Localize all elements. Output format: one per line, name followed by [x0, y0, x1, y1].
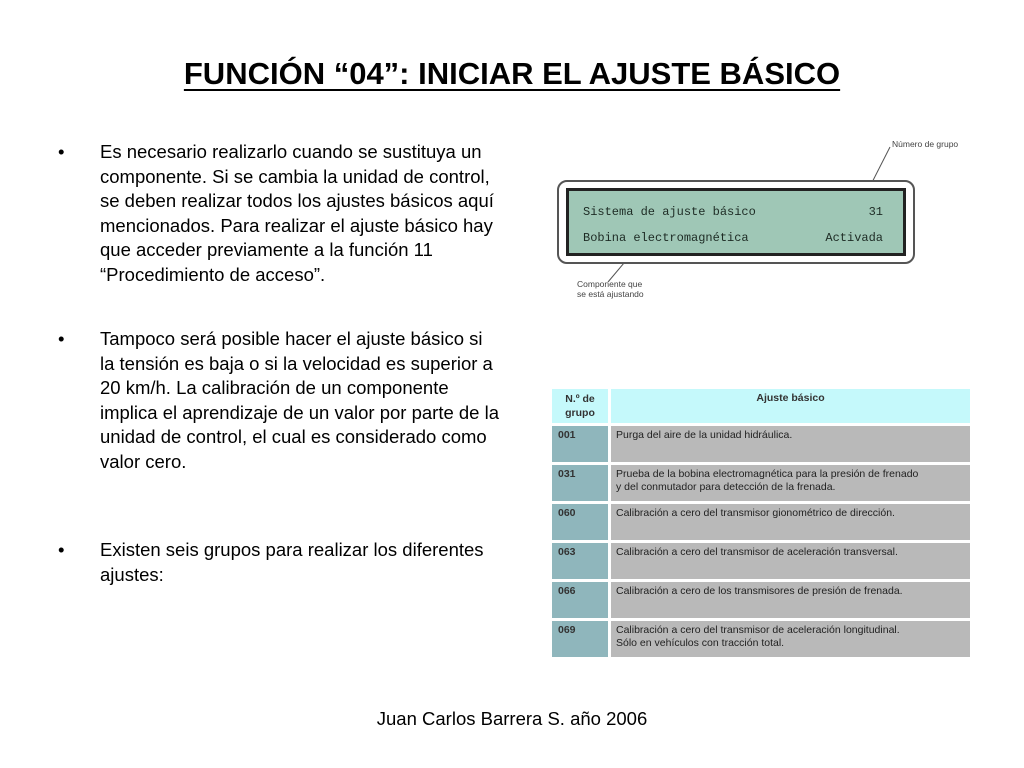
display-row-value: Activada: [825, 231, 883, 245]
bullet-dot: •: [58, 539, 65, 560]
description-line: y del conmutador para detección de la frenada.: [616, 481, 836, 493]
description-line: Sólo en vehículos con tracción total.: [616, 637, 785, 649]
description-line: Calibración a cero del transmisor gionométrico de dirección.: [616, 507, 895, 519]
group-number: 001: [552, 426, 608, 462]
callout-group-number: Número de grupo: [892, 139, 959, 149]
group-description: [611, 426, 970, 462]
table-row: [552, 504, 970, 540]
callout-component: [577, 279, 644, 299]
header-group-number: [552, 389, 608, 423]
group-description: [611, 465, 970, 501]
bullet-dot: •: [58, 328, 65, 349]
display-row-label: Sistema de ajuste básico: [583, 205, 756, 219]
group-number: 031: [552, 465, 608, 501]
display-row: [583, 231, 883, 245]
group-number: 066: [552, 582, 608, 618]
display-row-value: 31: [868, 205, 883, 219]
bullet-dot: •: [58, 141, 65, 162]
callout-component-line: Componente que: [577, 279, 643, 289]
display-screen: [566, 188, 906, 256]
group-number: 069: [552, 621, 608, 657]
description-line: Calibración a cero de los transmisores de presión de frenada.: [616, 585, 903, 597]
footer-credit: Juan Carlos Barrera S. año 2006: [376, 708, 648, 729]
table-row: [552, 465, 970, 501]
tester-display: [557, 180, 915, 264]
description-line: Purga del aire de la unidad hidráulica.: [616, 429, 793, 441]
group-description: [611, 621, 970, 657]
description-line: Prueba de la bobina electromagnética para la presión de frenado: [616, 468, 919, 480]
bullet-text: Es necesario realizarlo cuando se sustituya un componente. Si se cambia la unidad de control, se deben realizar todos los ajustes básicos aquí mencionados. Para realizar el ajuste básico hay que acceder previamente a la función 11 “Procedimiento de acceso”.: [100, 141, 494, 285]
header-num-line: grupo: [565, 407, 595, 419]
group-number: 063: [552, 543, 608, 579]
group-description: [611, 504, 970, 540]
table-header-row: [552, 389, 970, 423]
display-row-label: Bobina electromagnética: [583, 231, 749, 245]
display-row: [583, 205, 883, 219]
bullet-text: Tampoco será posible hacer el ajuste básico si la tensión es baja o si la velocidad es superior a 20 km/h. La calibración de un componente implica el aprendizaje de un valor por parte de la unidad de control, el cual es considerado como valor cero.: [100, 328, 500, 472]
description-line: Calibración a cero del transmisor de aceleración transversal.: [616, 546, 898, 558]
slide-title-text: FUNCIÓN “04”: INICIAR EL AJUSTE BÁSICO: [183, 56, 841, 91]
groups-table: [549, 386, 973, 660]
header-adjustment: Ajuste básico: [611, 389, 970, 423]
group-number: 060: [552, 504, 608, 540]
bullet-text: Existen seis grupos para realizar los diferentes ajustes:: [100, 539, 484, 585]
header-num-line: N.º de: [565, 393, 595, 405]
table-row: [552, 582, 970, 618]
group-description: [611, 582, 970, 618]
table-row: [552, 621, 970, 657]
callout-component-line: se está ajustando: [577, 289, 644, 299]
table-row: [552, 426, 970, 462]
group-description: [611, 543, 970, 579]
description-line: Calibración a cero del transmisor de aceleración longitudinal.: [616, 624, 900, 636]
table-row: [552, 543, 970, 579]
